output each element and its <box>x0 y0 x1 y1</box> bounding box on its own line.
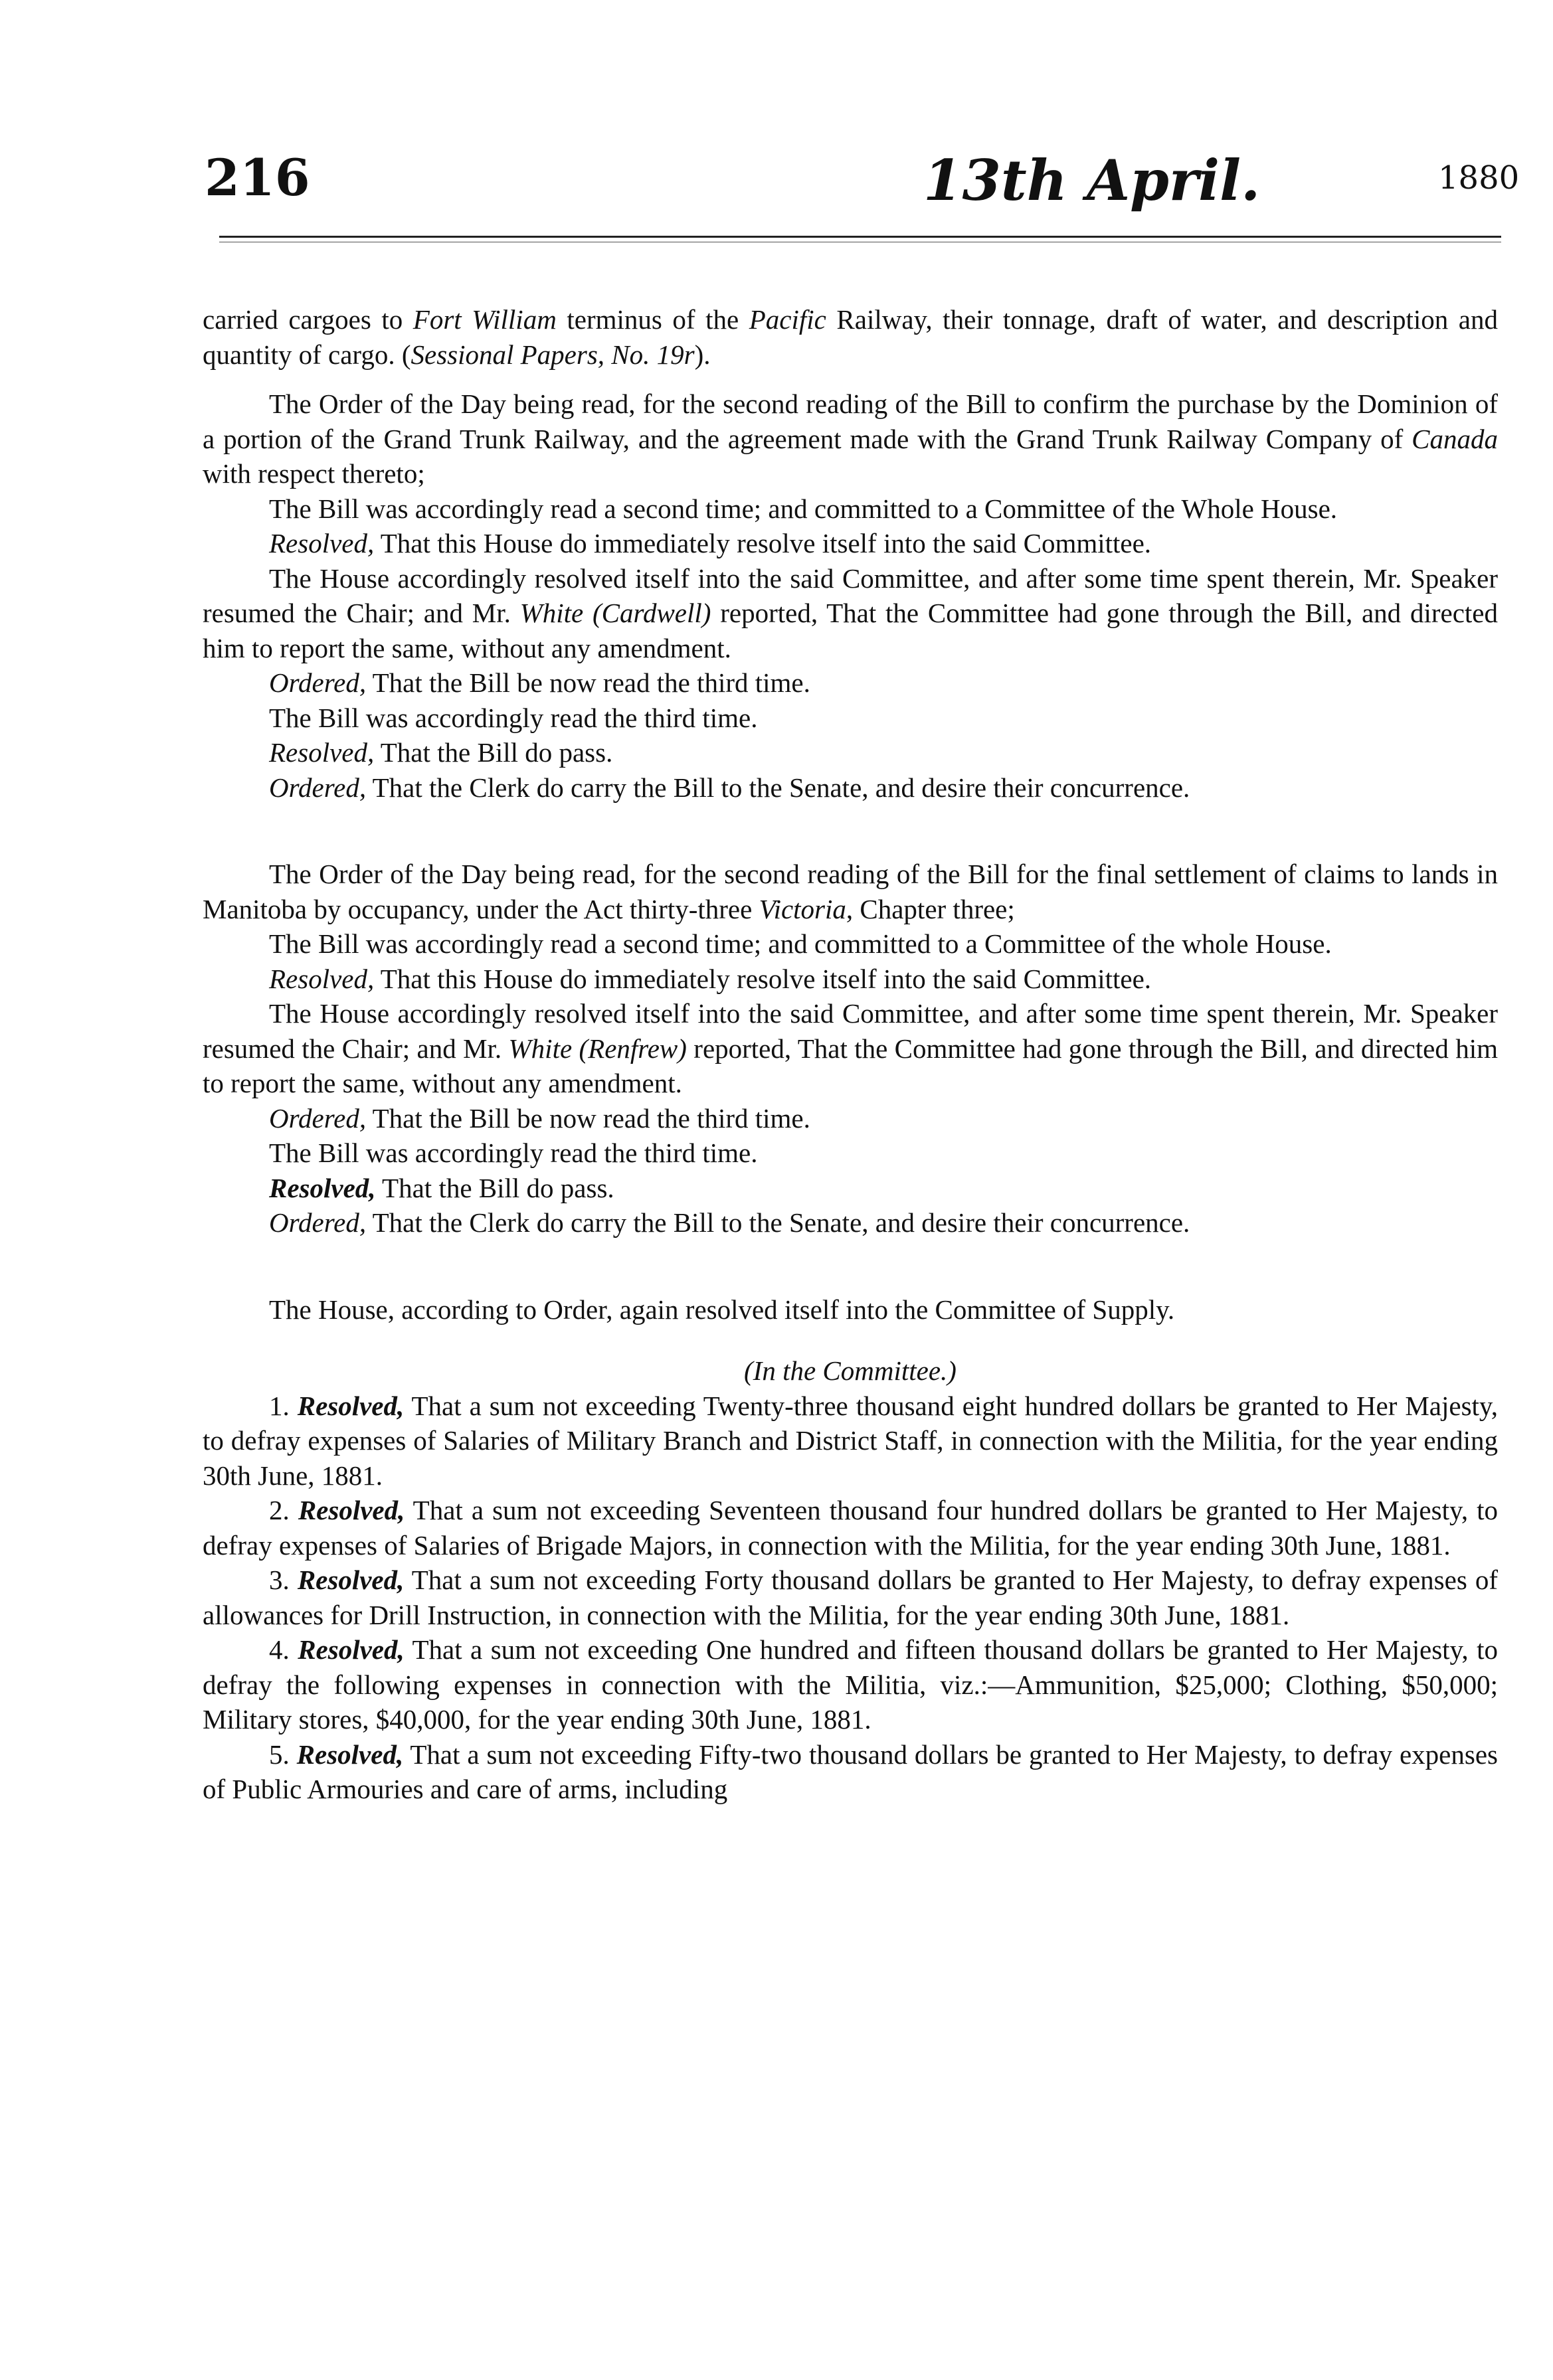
page-date-heading: 13th April. <box>923 147 1261 213</box>
supply-resolution-3: 3. Resolved, That a sum not exceeding Forty thousand dollars be granted to Her Majesty, to defray expenses of allowances for Drill Instruction, in connection with the Militia, for the year ending 30th June, 1881. <box>203 1565 1499 1630</box>
journal-body <box>203 302 1498 1807</box>
bill2-resolved-committee: Resolved, That this House do immediately resolve itself into the said Committee. <box>269 963 1152 994</box>
bill2-order-paragraph: The Order of the Day being read, for the second reading of the Bill for the final settlement of claims to lands in Manitoba by occupancy, under the Act thirty-three Victoria, Chapter three; <box>203 859 1498 924</box>
bill1-third-reading: The Bill was accordingly read the third time. <box>269 702 758 733</box>
bill2-committee-report: The House accordingly resolved itself into the said Committee, and after some time spent therein, Mr. Speaker resumed the Chair; and Mr. White (Renfrew) reported, That the Committee had gone through the Bill, and directed him to report the same, without any amendment. <box>203 998 1498 1098</box>
bill1-ordered-senate: Ordered, That the Clerk do carry the Bill to the Senate, and desire their concurrence. <box>269 772 1190 803</box>
supply-intro: The House, according to Order, again resolved itself into the Committee of Supply. <box>269 1294 1175 1325</box>
header-rule <box>219 236 1501 238</box>
bill1-order-paragraph: The Order of the Day being read, for the second reading of the Bill to confirm the purchase by the Dominion of a portion of the Grand Trunk Railway, and the agreement made with the Grand Trunk Railway Company of Canada with respect thereto; <box>203 388 1498 489</box>
bill1-resolved-pass: Resolved, That the Bill do pass. <box>269 737 613 768</box>
page-header <box>199 147 1520 226</box>
bill2-ordered-senate: Ordered, That the Clerk do carry the Bill to the Senate, and desire their concurrence. <box>269 1207 1190 1238</box>
bill2-resolved-pass: Resolved, That the Bill do pass. <box>269 1172 614 1203</box>
bill2-third-reading: The Bill was accordingly read the third time. <box>269 1138 758 1168</box>
bill1-ordered-third-reading: Ordered, That the Bill be now read the third time. <box>269 667 810 698</box>
bill1-second-reading: The Bill was accordingly read a second time; and committed to a Committee of the Whole House. <box>269 493 1338 524</box>
supply-resolution-2: 2. Resolved, That a sum not exceeding Seventeen thousand four hundred dollars be granted to Her Majesty, to defray expenses of Salaries of Brigade Majors, in connection with the Militia, for the year ending 30th June, 1881. <box>203 1495 1499 1561</box>
bill2-ordered-third-reading: Ordered, That the Bill be now read the third time. <box>269 1102 810 1134</box>
page-number: 216 <box>205 148 310 207</box>
supply-resolution-4: 4. Resolved, That a sum not exceeding One hundred and fifteen thousand dollars be granted to Her Majesty, to defray the following expenses in connection with the Militia, viz.:—Ammunition, $25,000; Clothing, $50,000; Military stores, $40,000, for the year ending 30th June, 1881. <box>203 1634 1498 1735</box>
bill1-resolved-committee: Resolved, That this House do immediately resolve itself into the said Committee. <box>269 528 1152 558</box>
continuation-paragraph: carried cargoes to Fort William terminus of the Pacific Railway, their tonnage, draft of water, and description and quantity of cargo. (Sessional Papers, No. 19r). <box>203 304 1498 370</box>
in-committee-heading: (In the Committee.) <box>744 1355 957 1386</box>
supply-resolution-1: 1. Resolved, That a sum not exceeding Twenty-three thousand eight hundred dollars be granted to Her Majesty, to defray expenses of Salaries of Military Branch and District Staff, in connection with the Militia, for the year ending 30th June, 1881. <box>203 1390 1499 1491</box>
bill2-second-reading: The Bill was accordingly read a second time; and committed to a Committee of the whole House. <box>269 928 1332 959</box>
bill1-committee-report: The House accordingly resolved itself into the said Committee, and after some time spent therein, Mr. Speaker resumed the Chair; and Mr. White (Cardwell) reported, That the Committee had gone through the Bill, and directed him to report the same, without any amendment. <box>203 562 1498 663</box>
page-year: 1880 <box>1438 159 1520 197</box>
supply-resolution-5: 5. Resolved, That a sum not exceeding Fifty-two thousand dollars be granted to Her Majesty, to defray expenses of Public Armouries and care of arms, including <box>203 1739 1498 1804</box>
